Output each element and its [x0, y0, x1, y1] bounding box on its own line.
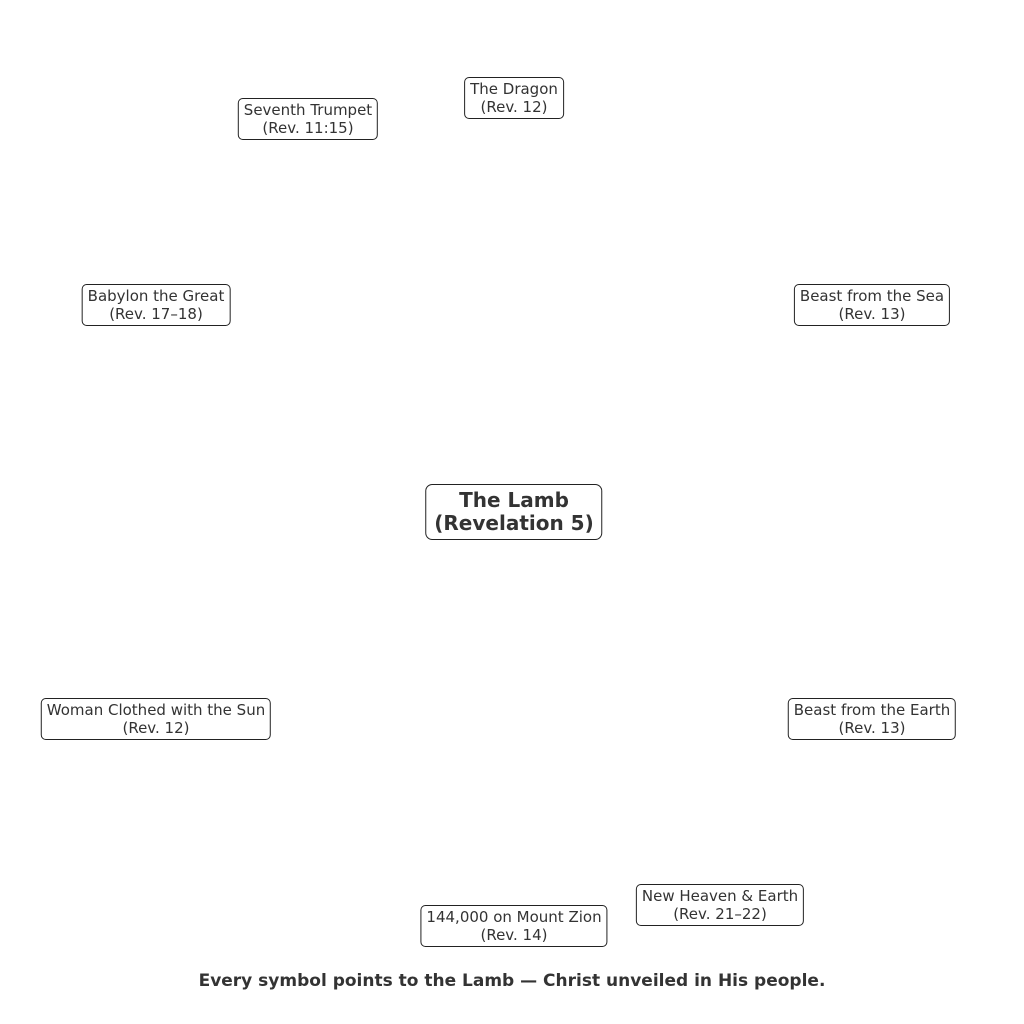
- node-title: New Heaven & Earth: [641, 887, 799, 905]
- node-reference: (Rev. 12): [480, 98, 548, 116]
- node-title: The Dragon: [470, 80, 558, 98]
- node-babylon-the-great: [82, 284, 231, 326]
- node-reference: (Rev. 13): [838, 305, 906, 323]
- node-seventh-trumpet: [238, 98, 378, 140]
- node-title: 144,000 on Mount Zion: [426, 908, 602, 926]
- node-new-heaven-and-earth: [636, 884, 804, 926]
- center-title: The Lamb: [459, 488, 569, 512]
- node-reference: (Rev. 21–22): [673, 905, 767, 923]
- node-reference: (Rev. 14): [480, 926, 548, 944]
- node-title: Beast from the Sea: [799, 287, 945, 305]
- node-title: Beast from the Earth: [793, 701, 951, 719]
- node-woman-clothed-with-the-sun: [41, 698, 271, 740]
- center-node-the-lamb: [425, 484, 602, 540]
- center-reference: (Revelation 5): [434, 511, 594, 535]
- node-title: Babylon the Great: [87, 287, 225, 305]
- node-title: Seventh Trumpet: [243, 101, 373, 119]
- caption: Every symbol points to the Lamb — Christ unveiled in His people.: [198, 971, 826, 991]
- node-beast-from-the-earth: [788, 698, 956, 740]
- node-144000-on-mount-zion: [420, 905, 607, 947]
- node-title: Woman Clothed with the Sun: [46, 701, 266, 719]
- node-the-dragon: [464, 77, 564, 119]
- node-reference: (Rev. 12): [122, 719, 190, 737]
- node-reference: (Rev. 13): [838, 719, 906, 737]
- node-reference: (Rev. 17–18): [109, 305, 203, 323]
- node-beast-from-the-sea: [794, 284, 950, 326]
- node-reference: (Rev. 11:15): [262, 119, 354, 137]
